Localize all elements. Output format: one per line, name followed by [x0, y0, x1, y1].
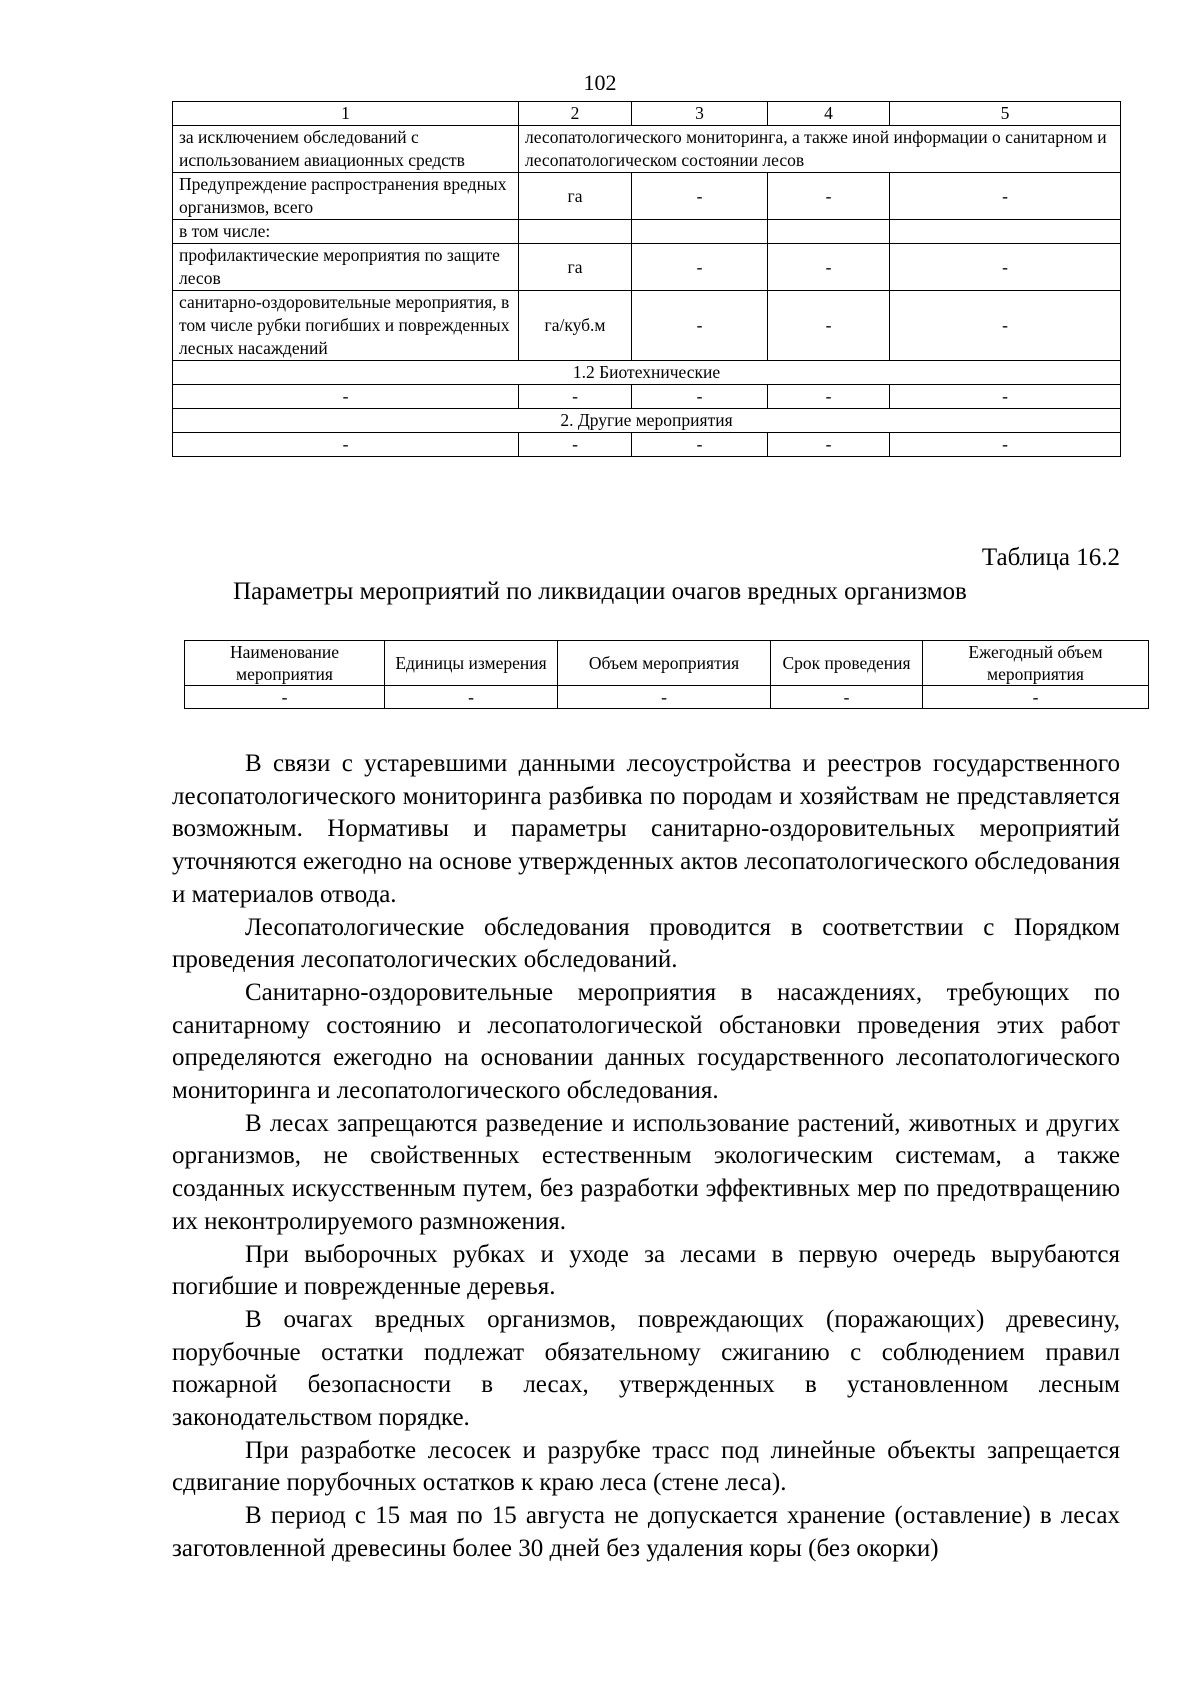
column-number: 1 — [173, 102, 519, 126]
value-cell: - — [923, 686, 1149, 709]
section-title: 2. Другие мероприятия — [173, 409, 1121, 433]
paragraph: Санитарно-оздоровительные мероприятия в насаждениях, требующих по санитарному состоянию и лесопатологической обстановки проведения этих работ определяются ежегодно на основании данных государственного лесопатологического мониторинга и лесопатологического обследования. — [172, 978, 1120, 1105]
unit-cell: га — [519, 244, 632, 291]
table-row — [173, 220, 1121, 244]
value-cell: - — [890, 291, 1121, 361]
value-cell: - — [768, 433, 890, 457]
value-cell: - — [768, 291, 890, 361]
table-caption: Таблица 16.2 — [981, 544, 1120, 571]
value-cell — [890, 220, 1121, 244]
column-number: 2 — [519, 102, 632, 126]
column-number: 5 — [890, 102, 1121, 126]
row-name: профилактические мероприятия по защите лесов — [173, 244, 519, 291]
table-header-row — [185, 641, 1149, 686]
column-number: 3 — [632, 102, 768, 126]
column-header: Единицы измерения — [385, 641, 558, 686]
value-cell: - — [173, 385, 519, 409]
value-cell — [768, 220, 890, 244]
value-cell: - — [632, 173, 768, 220]
row-name: Предупреждение распространения вредных организмов, всего — [173, 173, 519, 220]
column-number: 4 — [768, 102, 890, 126]
column-header: Срок проведения — [771, 641, 923, 686]
merged-cell: лесопатологического мониторинга, а также иной информации о санитарном и лесопатологическом состоянии лесов — [519, 126, 1121, 173]
paragraph: В лесах запрещаются разведение и использование растений, животных и других организмов, не свойственных естественным экологическим системам, а также созданных искусственным путем, без разработки эффективных мер по предотвращению их неконтролируемого размножения. — [172, 1109, 1120, 1235]
paragraph: В период с 15 мая по 15 августа не допускается хранение (оставление) в лесах заготовленной древесины более 30 дней без удаления коры (без окорки) — [172, 1502, 1120, 1562]
column-header: Объем мероприятия — [558, 641, 771, 686]
value-cell: - — [632, 385, 768, 409]
column-header: Наименование мероприятия — [185, 641, 385, 686]
value-cell: - — [890, 244, 1121, 291]
row-name: санитарно-оздоровительные мероприятия, в том числе рубки погибших и поврежденных лесных насаждений — [173, 291, 519, 361]
table-title: Параметры мероприятий по ликвидации очагов вредных организмов — [233, 578, 967, 605]
value-cell: - — [558, 686, 771, 709]
value-cell — [632, 220, 768, 244]
activities-table — [172, 101, 1121, 457]
table-row — [185, 686, 1149, 709]
value-cell: - — [519, 385, 632, 409]
body-text — [172, 748, 1120, 1566]
section-row — [173, 361, 1121, 385]
table-row — [173, 291, 1121, 361]
value-cell: - — [632, 291, 768, 361]
page-number: 102 — [583, 70, 617, 95]
unit-cell — [519, 220, 632, 244]
value-cell: - — [768, 385, 890, 409]
paragraph: В связи с устаревшими данными лесоустройства и реестров государственного лесопатологического мониторинга разбивка по породам и хозяйствам не представляется возможным. Нормативы и параметры санитарно-оздоровительных мероприятий уточняются ежегодно на основе утвержденных актов лесопатологического обследования и материалов отвода. — [172, 750, 1120, 908]
paragraph: При разработке лесосек и разрубке трасс под линейные объекты запрещается сдвигание порубочных остатков к краю леса (стене леса). — [172, 1436, 1120, 1497]
table-row — [173, 385, 1121, 409]
value-cell: - — [185, 686, 385, 709]
table-row — [173, 126, 1121, 173]
value-cell: - — [890, 173, 1121, 220]
parameters-table — [184, 640, 1149, 709]
value-cell: - — [632, 244, 768, 291]
value-cell: - — [385, 686, 558, 709]
value-cell: - — [771, 686, 923, 709]
value-cell: - — [890, 433, 1121, 457]
column-header: Ежегодный объем мероприятия — [923, 641, 1149, 686]
value-cell: - — [768, 173, 890, 220]
paragraph: В очагах вредных организмов, повреждающих (поражающих) древесину, порубочные остатки подлежат обязательному сжиганию с соблюдением правил пожарной безопасности в лесах, утвержденных в установленном лесным законодательством порядке. — [172, 1305, 1120, 1432]
value-cell: - — [768, 244, 890, 291]
table-row — [173, 173, 1121, 220]
paragraph: Лесопатологические обследования проводится в соответствии с Порядком проведения лесопатологических обследований. — [172, 913, 1120, 974]
value-cell: - — [632, 433, 768, 457]
value-cell: - — [890, 385, 1121, 409]
section-title: 1.2 Биотехнические — [173, 361, 1121, 385]
row-name: за исключением обследований с использованием авиационных средств — [173, 126, 519, 173]
unit-cell: га/куб.м — [519, 291, 632, 361]
row-name: в том числе: — [173, 220, 519, 244]
table-header-row — [173, 102, 1121, 126]
table-row — [173, 433, 1121, 457]
value-cell: - — [173, 433, 519, 457]
unit-cell: га — [519, 173, 632, 220]
value-cell: - — [519, 433, 632, 457]
paragraph: При выборочных рубках и уходе за лесами в первую очередь вырубаются погибшие и поврежденные деревья. — [172, 1240, 1120, 1301]
table-row — [173, 244, 1121, 291]
section-row — [173, 409, 1121, 433]
